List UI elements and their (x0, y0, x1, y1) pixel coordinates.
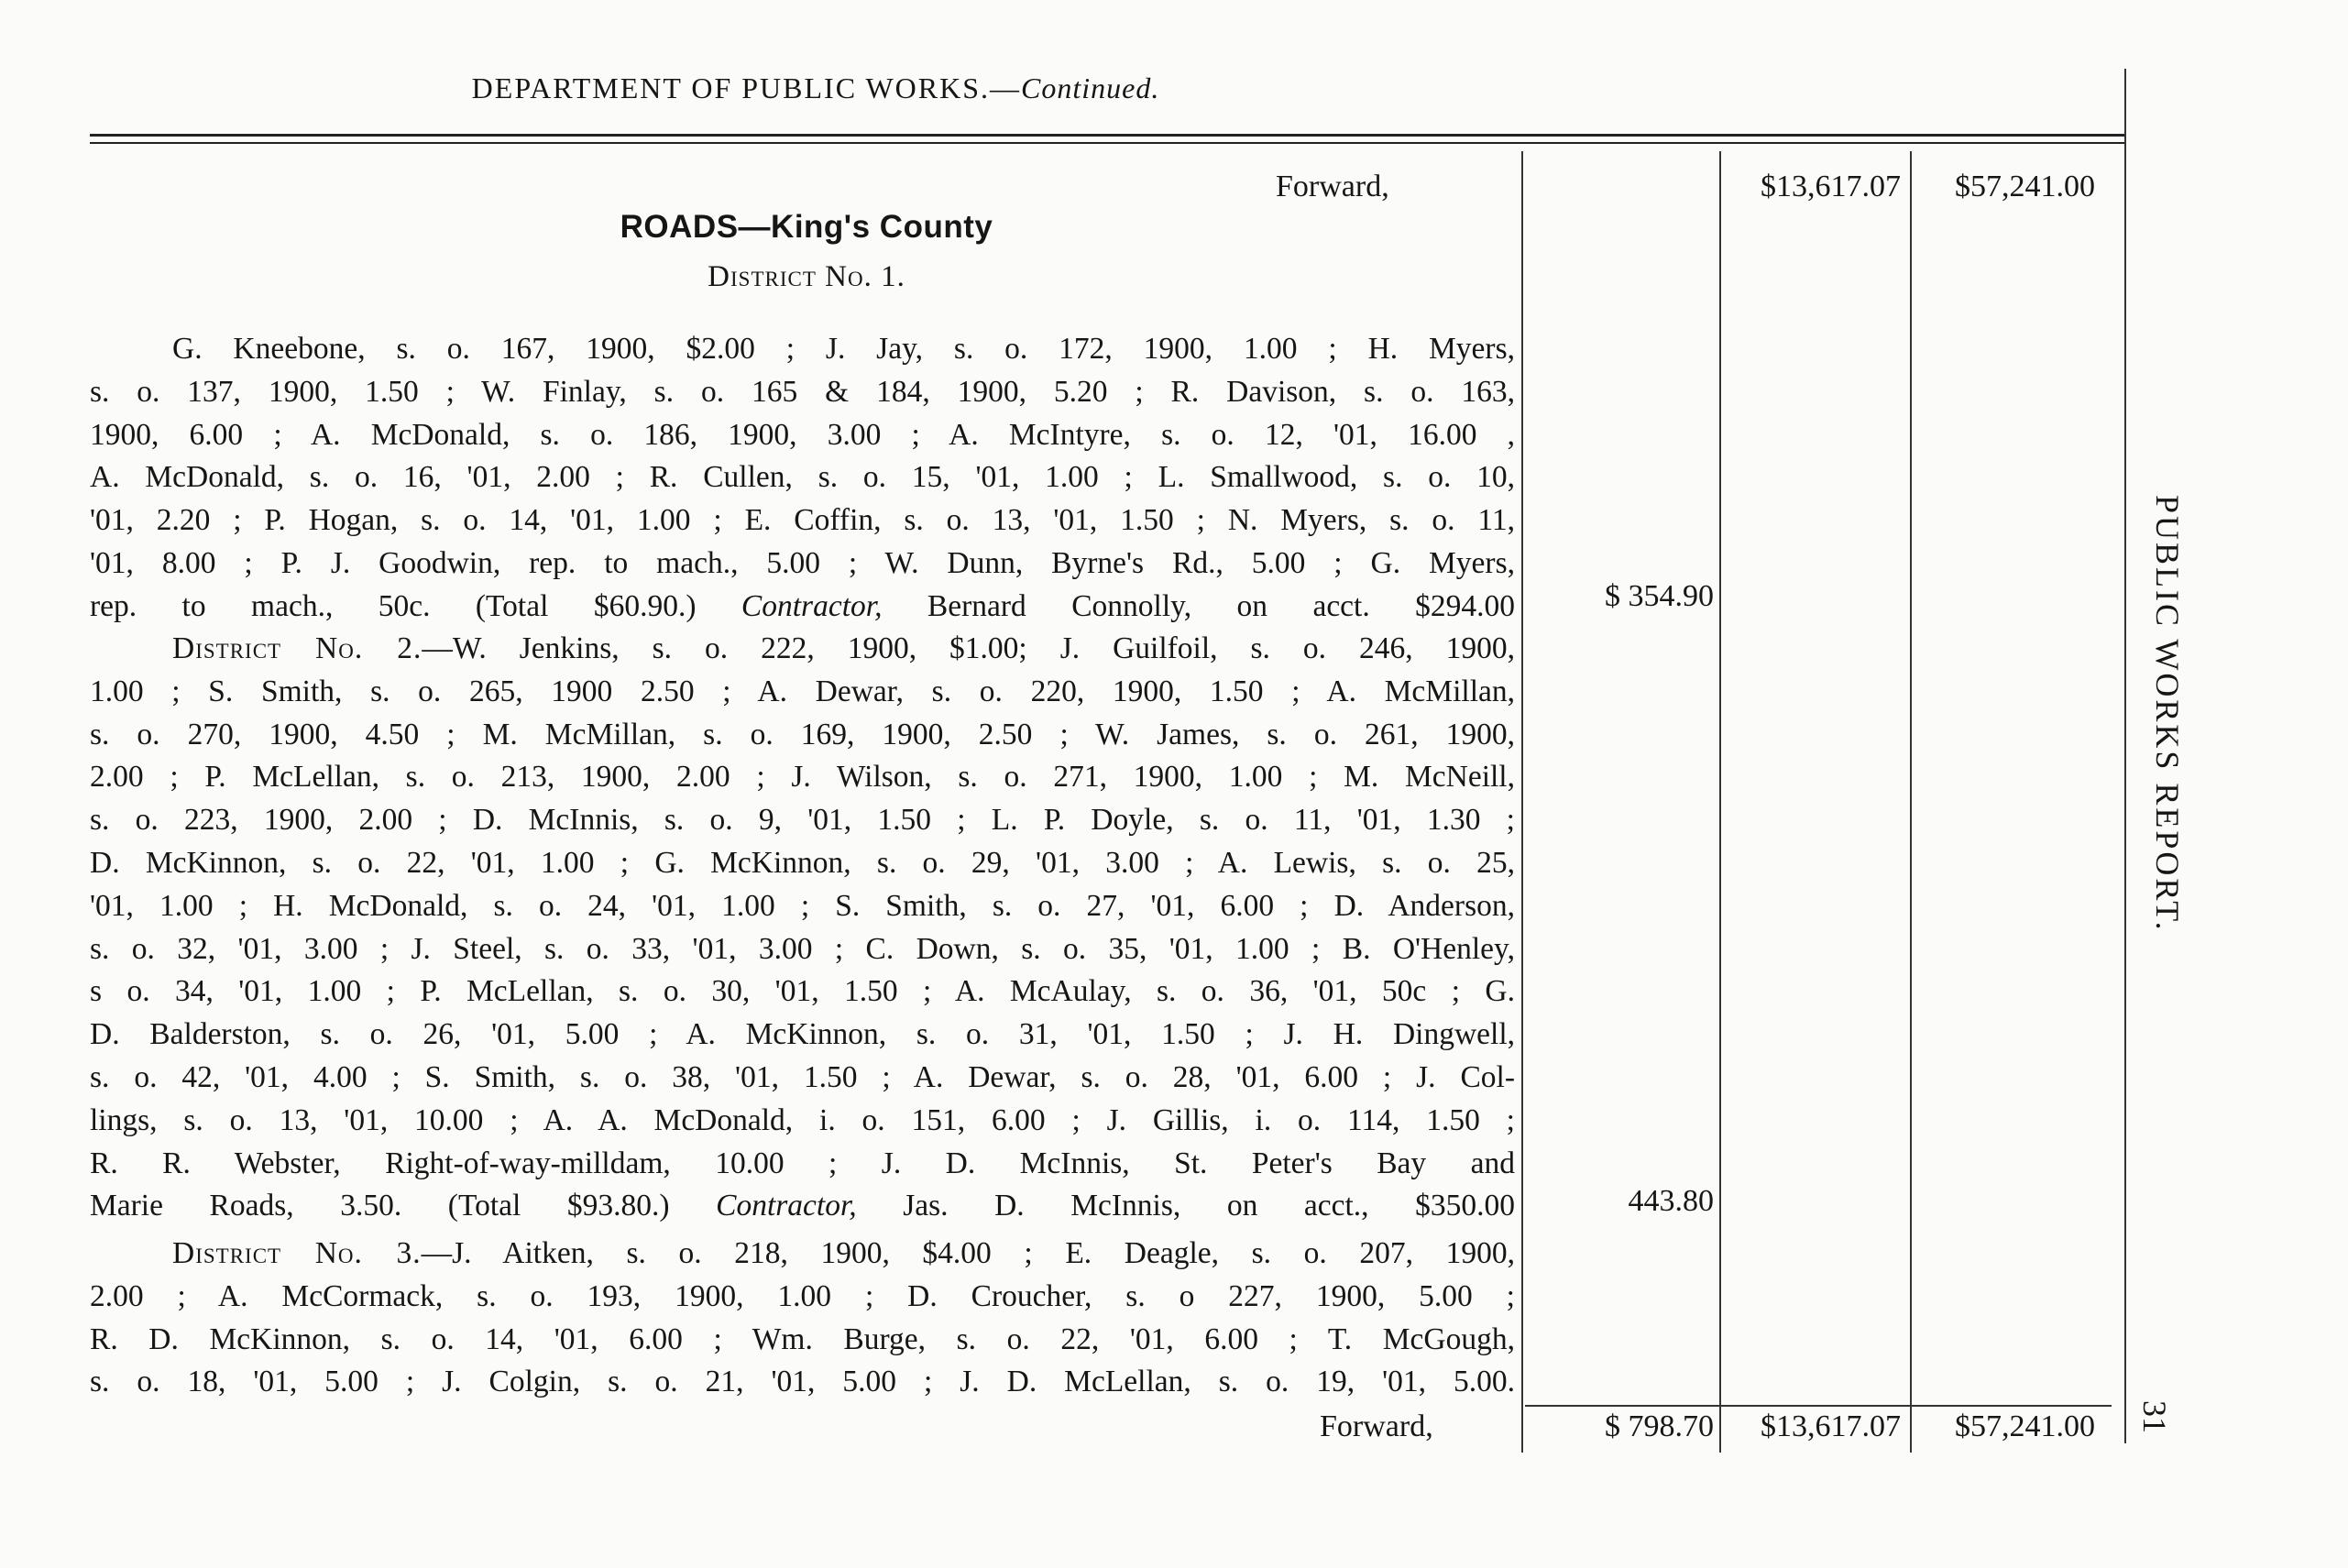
district-2-line: R. R. Webster, Right-of-way-milldam, 10.00 ; J. D. McInnis, St. Peter's Bay and (90, 1146, 1515, 1180)
column-divider-3 (1910, 151, 1912, 1453)
header-text: DEPARTMENT OF PUBLIC WORKS.— (471, 71, 1022, 104)
header-continued: Continued. (1021, 71, 1160, 104)
district-2-line: 1.00 ; S. Smith, s. o. 265, 1900 2.50 ; A. Dewar, s. o. 220, 1900, 1.50 ; A. McMillan, (90, 674, 1515, 708)
section-title: ROADS—King's County (620, 209, 993, 245)
district-3-entries (90, 1233, 1515, 1404)
forward-bottom-col2: $13,617.07 (1761, 1409, 1901, 1443)
district-2-heading: District No. 2. (172, 631, 422, 665)
district-2-line: s. o. 270, 1900, 4.50 ; M. McMillan, s. o. 169, 1900, 2.50 ; W. James, s. o. 261, 1900, (90, 717, 1515, 751)
forward-label-bottom: Forward, (1320, 1409, 1433, 1443)
side-title: PUBLIC WORKS REPORT. (2149, 495, 2186, 933)
district-1-line: '01, 2.20 ; P. Hogan, s. o. 14, '01, 1.00 ; E. Coffin, s. o. 13, '01, 1.50 ; N. Myers, s. o. 11, (90, 503, 1515, 538)
running-header (92, 71, 1540, 105)
district-2-line: District No. 2.—W. Jenkins, s. o. 222, 1900, $1.00; J. Guilfoil, s. o. 246, 1900, (172, 631, 1515, 665)
district-1-amount: $ 354.90 (1605, 579, 1714, 613)
total-rule (1525, 1405, 2112, 1407)
header-rule-thick (90, 134, 2124, 137)
forward-bottom-col3: $57,241.00 (1955, 1409, 2095, 1443)
district-2-line: s o. 34, '01, 1.00 ; P. McLellan, s. o. 30, '01, 1.50 ; A. McAulay, s. o. 36, '01, 50c ; G. (90, 974, 1515, 1009)
forward-top-col3: $57,241.00 (1955, 170, 2095, 203)
district-2-total-line: Marie Roads, 3.50. (Total $93.80.) Contractor, Jas. D. McInnis, on acct., $350.00 (90, 1189, 1515, 1223)
forward-top-col2: $13,617.07 (1761, 170, 1901, 203)
forward-label-top: Forward, (1276, 170, 1389, 203)
district-2-line: D. Balderston, s. o. 26, '01, 5.00 ; A. McKinnon, s. o. 31, '01, 1.50 ; J. H. Dingwell, (90, 1017, 1515, 1052)
forward-bottom-col1: $ 798.70 (1605, 1409, 1714, 1443)
district-3-line: District No. 3.—J. Aitken, s. o. 218, 1900, $4.00 ; E. Deagle, s. o. 207, 1900, (172, 1236, 1515, 1270)
district-3-heading: District No. 3. (172, 1236, 422, 1270)
district-1-line: s. o. 137, 1900, 1.50 ; W. Finlay, s. o. 165 & 184, 1900, 5.20 ; R. Davison, s. o. 163, (90, 374, 1515, 409)
district-2-line: s. o. 32, '01, 3.00 ; J. Steel, s. o. 33, '01, 3.00 ; C. Down, s. o. 35, '01, 1.00 ; B. O'Henley, (90, 931, 1515, 966)
column-divider-2 (1719, 151, 1721, 1453)
district-2-line: s. o. 223, 1900, 2.00 ; D. McInnis, s. o. 9, '01, 1.50 ; L. P. Doyle, s. o. 11, '01, 1.30 ; (90, 803, 1515, 838)
district-2-line: lings, s. o. 13, '01, 10.00 ; A. A. McDonald, i. o. 151, 6.00 ; J. Gillis, i. o. 114, 1.50 ; (90, 1102, 1515, 1137)
header-rule-thin (90, 142, 2124, 144)
district-1-line: 1900, 6.00 ; A. McDonald, s. o. 186, 1900, 3.00 ; A. McIntyre, s. o. 12, '01, 16.00 , (90, 417, 1515, 452)
district-2-amount: 443.80 (1628, 1184, 1714, 1218)
district-1-line: G. Kneebone, s. o. 167, 1900, $2.00 ; J. Jay, s. o. 172, 1900, 1.00 ; H. Myers, (172, 332, 1515, 366)
district-1-heading: District No. 1. (708, 260, 905, 293)
column-divider-1 (1521, 151, 1523, 1453)
district-2-line: D. McKinnon, s. o. 22, '01, 1.00 ; G. McKinnon, s. o. 29, '01, 3.00 ; A. Lewis, s. o. 25, (90, 845, 1515, 880)
district-2-line: s. o. 42, '01, 4.00 ; S. Smith, s. o. 38, '01, 1.50 ; A. Dewar, s. o. 28, '01, 6.00 ; J. Col- (90, 1059, 1515, 1094)
district-1-entries (90, 328, 1515, 629)
page-number: 31 (2136, 1400, 2173, 1433)
district-1-total-line: rep. to mach., 50c. (Total $60.90.) Contractor, Bernard Connolly, on acct. $294.00 (90, 588, 1516, 623)
district-2-line: 2.00 ; P. McLellan, s. o. 213, 1900, 2.00 ; J. Wilson, s. o. 271, 1900, 1.00 ; M. McNeill, (90, 760, 1515, 795)
district-3-line: s. o. 18, '01, 5.00 ; J. Colgin, s. o. 21, '01, 5.00 ; J. D. McLellan, s. o. 19, '01, 5.00. (90, 1365, 1515, 1399)
district-3-line: 2.00 ; A. McCormack, s. o. 193, 1900, 1.00 ; D. Croucher, s. o 227, 1900, 5.00 ; (90, 1278, 1515, 1313)
district-2-entries (90, 628, 1515, 1228)
district-1-line: A. McDonald, s. o. 16, '01, 2.00 ; R. Cullen, s. o. 15, '01, 1.00 ; L. Smallwood, s. o. 10, (90, 460, 1515, 495)
district-2-line: '01, 1.00 ; H. McDonald, s. o. 24, '01, 1.00 ; S. Smith, s. o. 27, '01, 6.00 ; D. Anderson, (90, 888, 1515, 923)
district-1-line: '01, 8.00 ; P. J. Goodwin, rep. to mach., 5.00 ; W. Dunn, Byrne's Rd., 5.00 ; G. Myers, (90, 545, 1515, 580)
district-3-line: R. D. McKinnon, s. o. 14, '01, 6.00 ; Wm. Burge, s. o. 22, '01, 6.00 ; T. McGough, (90, 1321, 1515, 1356)
